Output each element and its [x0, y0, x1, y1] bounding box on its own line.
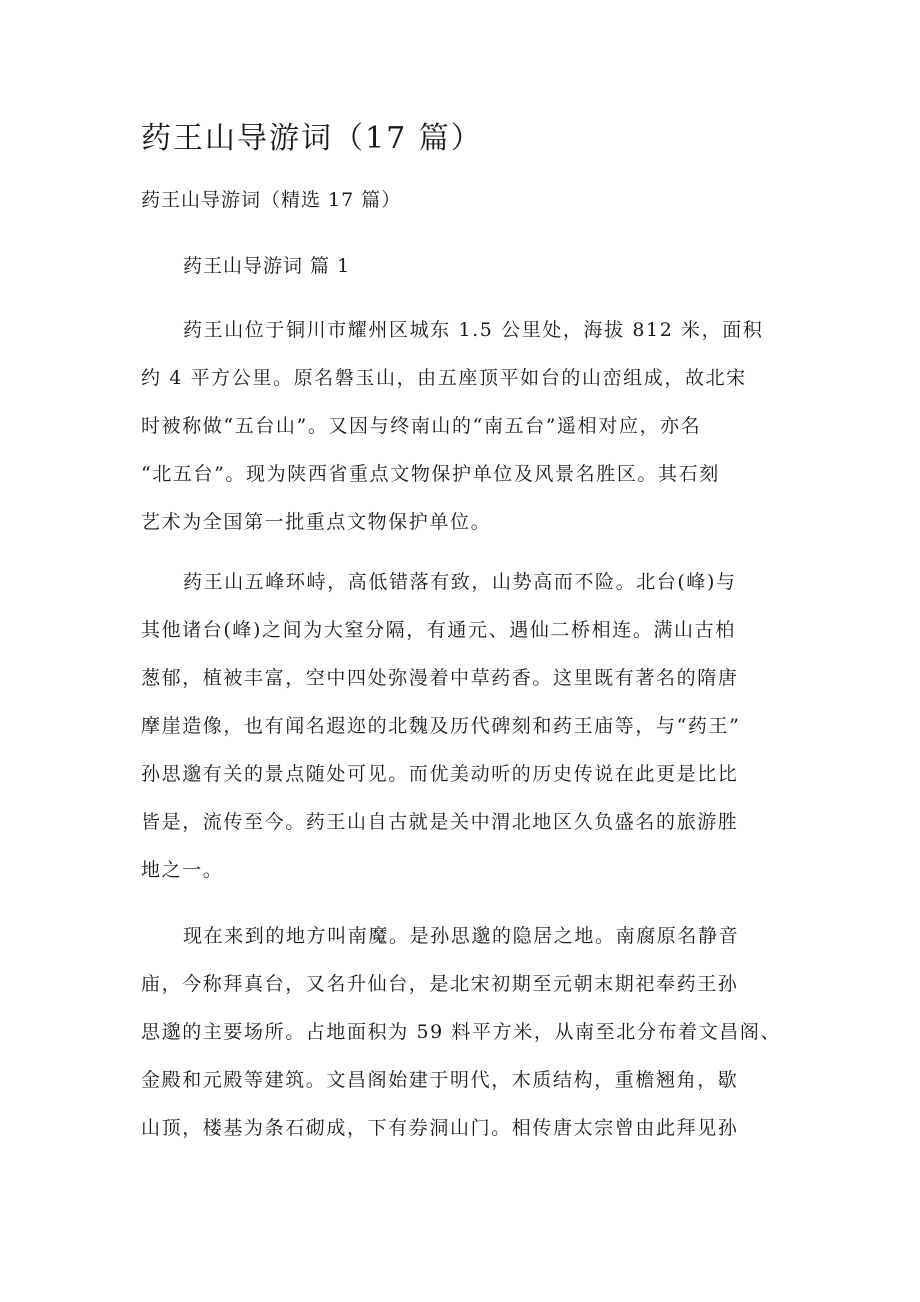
paragraph-line: 约 4 平方公里。原名磐玉山，由五座顶平如台的山峦组成，故北宋: [141, 367, 747, 389]
paragraph-line: 药王山位于铜川市耀州区城东 1.5 公里处，海拔 812 米，面积: [183, 319, 764, 341]
document-title: 药王山导游词（17 篇）: [141, 121, 483, 156]
paragraph-line: 思邈的主要场所。占地面积为 59 料平方米，从南至北分布着文昌阁、: [141, 1021, 782, 1043]
section-heading: 药王山导游词 篇 1: [183, 255, 351, 277]
paragraph-2: [141, 558, 740, 894]
paragraph-line: 药王山五峰环峙，高低错落有致，山势高而不险。北台(峰)与: [183, 571, 737, 593]
paragraph-line: 皆是，流传至今。药王山自古就是关中渭北地区久负盛名的旅游胜: [141, 811, 739, 833]
paragraph-line: 地之一。: [141, 859, 224, 881]
paragraph-line: 庙，今称拜真台，又名升仙台，是北宋初期至元朝末期祀奉药王孙: [141, 973, 739, 995]
paragraph-line: 其他诸台(峰)之间为大窒分隔，有通元、遇仙二桥相连。满山古柏: [141, 619, 736, 641]
paragraph-line: “北五台”。现为陕西省重点文物保护单位及风景名胜区。其石刻: [141, 463, 720, 485]
paragraph-line: 葱郁，植被丰富，空中四处弥漫着中草药香。这里既有著名的隋唐: [141, 667, 739, 689]
paragraph-line: 金殿和元殿等建筑。文昌阁始建于明代，木质结构，重檐翘角，歇: [141, 1069, 739, 1091]
paragraph-1: [141, 306, 763, 546]
paragraph-line: 时被称做“五台山”。又因与终南山的“南五台”遥相对应，亦名: [141, 415, 702, 437]
paragraph-line: 孙思邈有关的景点随处可见。而优美动听的历史传说在此更是比比: [141, 763, 739, 785]
document-subtitle: 药王山导游词（精选 17 篇）: [141, 189, 402, 211]
paragraph-line: 艺术为全国第一批重点文物保护单位。: [141, 511, 492, 533]
paragraph-line: 现在来到的地方叫南魔。是孙思邈的隐居之地。南腐原名静音: [183, 925, 740, 947]
paragraph-line: 山顶，楼基为条石砌成，下有券洞山门。相传唐太宗曾由此拜见孙: [141, 1117, 739, 1139]
paragraph-3: [141, 912, 781, 1152]
paragraph-line: 摩崖造像，也有闻名遐迩的北魏及历代碑刻和药王庙等，与“药王”: [141, 715, 741, 737]
